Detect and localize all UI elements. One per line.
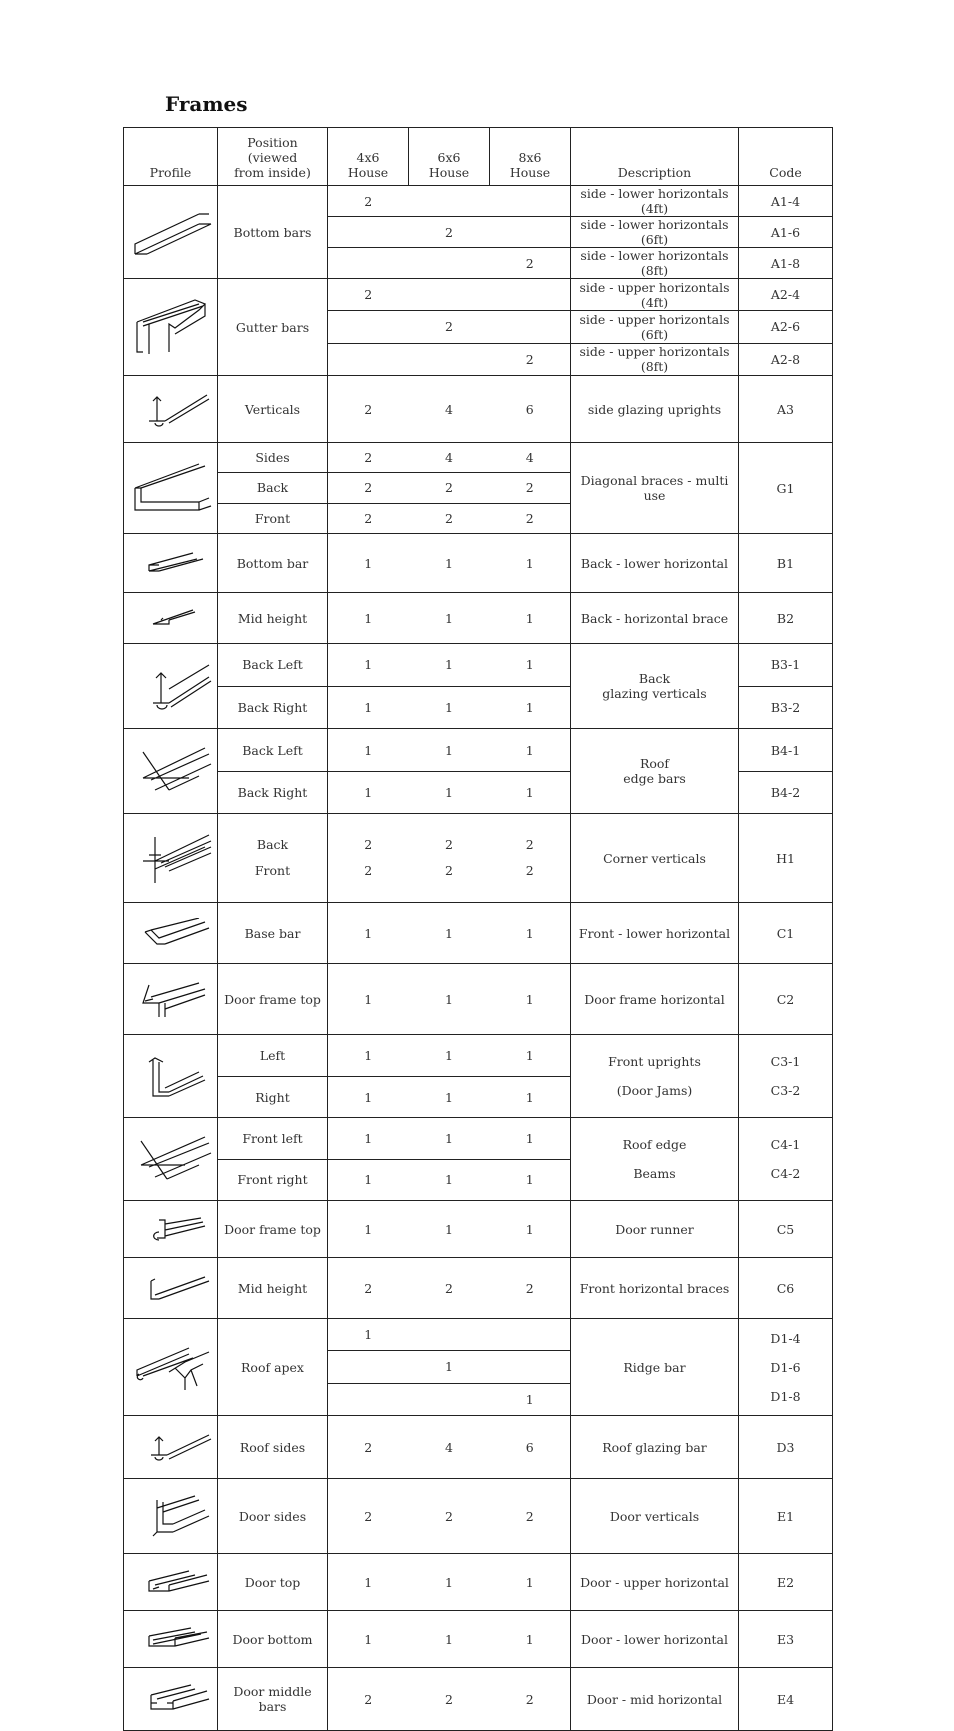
qty-4x6: 2 (328, 443, 409, 473)
qty-4x6: 1 (328, 593, 409, 644)
description-cell: Diagonal braces - multi use (571, 443, 739, 534)
code-cell: A1-6 (739, 217, 833, 248)
profile-cell (124, 1319, 218, 1416)
position-cell: Door middle bars (218, 1668, 328, 1731)
description-cell: Door - upper horizontal (571, 1554, 739, 1611)
code-cell: E2 (739, 1554, 833, 1611)
diagonal-brace-profile-icon (129, 458, 213, 518)
qty-4x6: 2 (328, 1479, 409, 1554)
qty-8x6 (490, 1350, 571, 1383)
qty-4x6: 1 (328, 1035, 409, 1077)
mid-height-profile-icon (129, 608, 213, 628)
position-cell: Door top (218, 1554, 328, 1611)
qty-6x6: 4 (409, 443, 490, 473)
front-roof-edge-profile-icon (129, 1133, 213, 1185)
code-cell: E3 (739, 1611, 833, 1668)
qty-4x6: 2 (328, 279, 409, 311)
code-cell: C5 (739, 1201, 833, 1258)
qty-8x6: 2 (490, 343, 571, 375)
qty-8x6: 1 (490, 1554, 571, 1611)
profile-cell (124, 1416, 218, 1479)
front-upright-profile-icon (129, 1050, 213, 1102)
description-cell: Door frame horizontal (571, 964, 739, 1035)
description-cell: Door runner (571, 1201, 739, 1258)
description-cell: Back - horizontal brace (571, 593, 739, 644)
qty-8x6: 1 (490, 729, 571, 772)
qty-4x6: 2 (328, 472, 409, 503)
qty-4x6: 2 (328, 376, 409, 443)
description-cell: side - lower horizontals (4ft) (571, 186, 739, 217)
profile-cell (124, 186, 218, 279)
qty-6x6: 2 (409, 1668, 490, 1731)
description-cell: Roof edge bars (571, 729, 739, 814)
qty-8x6 (490, 1319, 571, 1351)
qty-4x6: 1 (328, 964, 409, 1035)
qty-6x6: 2 (409, 504, 490, 534)
code-cell: A1-4 (739, 186, 833, 217)
code-cell: C3-1 C3-2 (739, 1035, 833, 1118)
position-cell: Back Left (218, 644, 328, 687)
position-cell: Door bottom (218, 1611, 328, 1668)
table-row (124, 443, 833, 473)
position-cell: Door sides (218, 1479, 328, 1554)
qty-8x6: 2 (490, 1479, 571, 1554)
qty-8x6: 1 (490, 1159, 571, 1201)
code-cell: B3-2 (739, 686, 833, 729)
qty-6x6: 2 (409, 217, 490, 248)
qty-8x6: 1 (490, 964, 571, 1035)
description-cell: side - upper horizontals (8ft) (571, 343, 739, 375)
qty-8x6: 1 (490, 903, 571, 964)
door-vertical-profile-icon (129, 1494, 213, 1538)
position-cell: Left (218, 1035, 328, 1077)
qty-4x6: 1 (328, 903, 409, 964)
table-row (124, 729, 833, 772)
qty-4x6: 1 (328, 1159, 409, 1201)
description-cell: Front uprights (Door Jams) (571, 1035, 739, 1118)
header-row (124, 128, 833, 186)
door-frame-top-profile-icon (129, 979, 213, 1019)
code-cell: B3-1 (739, 644, 833, 687)
profile-cell (124, 1479, 218, 1554)
qty-6x6: 1 (409, 903, 490, 964)
profile-cell (124, 1554, 218, 1611)
qty-4x6 (328, 217, 409, 248)
qty-4x6: 2 (328, 504, 409, 534)
header-position: Position (viewed from inside) (218, 128, 328, 186)
description-cell: Ridge bar (571, 1319, 739, 1416)
code-cell: C6 (739, 1258, 833, 1319)
qty-4x6: 1 (328, 534, 409, 593)
description-cell: Roof edge Beams (571, 1118, 739, 1201)
table-row (124, 814, 833, 903)
qty-8x6: 1 (490, 1035, 571, 1077)
header-profile: Profile (124, 128, 218, 186)
code-cell: E4 (739, 1668, 833, 1731)
qty-8x6: 1 (490, 644, 571, 687)
table-row (124, 903, 833, 964)
code-cell: D1-4 D1-6 D1-8 (739, 1319, 833, 1416)
qty-4x6: 2 (328, 186, 409, 217)
qty-6x6: 1 (409, 593, 490, 644)
qty-4x6: 1 (328, 1611, 409, 1668)
profile-cell (124, 1258, 218, 1319)
qty-8x6 (490, 186, 571, 217)
profile-cell (124, 1611, 218, 1668)
qty-4x6: 1 (328, 1554, 409, 1611)
corner-vertical-profile-icon (129, 829, 213, 887)
header-code: Code (739, 128, 833, 186)
header-4x6: 4x6 House (328, 128, 409, 186)
qty-6x6: 4 (409, 1416, 490, 1479)
qty-8x6 (490, 311, 571, 343)
description-cell: Front horizontal braces (571, 1258, 739, 1319)
base-bar-profile-icon (129, 918, 213, 948)
profile-cell (124, 903, 218, 964)
description-cell: side - upper horizontals (4ft) (571, 279, 739, 311)
qty-6x6: 1 (409, 644, 490, 687)
door-bottom-profile-icon (129, 1626, 213, 1652)
code-cell: E1 (739, 1479, 833, 1554)
qty-6x6: 1 (409, 964, 490, 1035)
qty-6x6: 1 (409, 1159, 490, 1201)
code-cell: B1 (739, 534, 833, 593)
qty-8x6: 1 (490, 1077, 571, 1118)
description-cell: Door - lower horizontal (571, 1611, 739, 1668)
profile-cell (124, 443, 218, 534)
position-cell: Back Right (218, 686, 328, 729)
qty-6x6: 1 (409, 1554, 490, 1611)
profile-cell (124, 814, 218, 903)
description-cell: side - lower horizontals (6ft) (571, 217, 739, 248)
header-8x6: 8x6 House (490, 128, 571, 186)
qty-8x6: 1 (490, 593, 571, 644)
qty-6x6 (409, 1319, 490, 1351)
qty-4x6: 1 (328, 1319, 409, 1351)
description-cell: Back glazing verticals (571, 644, 739, 729)
qty-6x6 (409, 186, 490, 217)
position-cell: Back Front (218, 814, 328, 903)
profile-cell (124, 729, 218, 814)
description-cell: side - lower horizontals (8ft) (571, 248, 739, 279)
qty-6x6 (409, 1384, 490, 1416)
code-cell: H1 (739, 814, 833, 903)
qty-8x6: 2 (490, 1668, 571, 1731)
description-cell: side glazing uprights (571, 376, 739, 443)
qty-8x6: 1 (490, 1201, 571, 1258)
table-row (124, 593, 833, 644)
qty-4x6: 1 (328, 729, 409, 772)
code-cell: A2-8 (739, 343, 833, 375)
description-cell: Door verticals (571, 1479, 739, 1554)
qty-4x6: 2 (328, 1416, 409, 1479)
qty-8x6 (490, 217, 571, 248)
code-cell: B2 (739, 593, 833, 644)
description-cell: side - upper horizontals (6ft) (571, 311, 739, 343)
qty-6x6: 2 (409, 472, 490, 503)
qty-6x6: 2 2 (409, 814, 490, 903)
description-cell: Front - lower horizontal (571, 903, 739, 964)
frames-table (123, 127, 833, 1731)
qty-6x6: 1 (409, 1077, 490, 1118)
qty-4x6: 1 (328, 772, 409, 814)
position-cell: Back Right (218, 772, 328, 814)
header-description: Description (571, 128, 739, 186)
table-row (124, 1201, 833, 1258)
roof-glazing-bar-profile-icon (129, 1431, 213, 1463)
position-cell: Door frame top (218, 964, 328, 1035)
table-row (124, 1035, 833, 1077)
table-row (124, 1668, 833, 1731)
qty-6x6: 2 (409, 311, 490, 343)
qty-4x6: 1 (328, 1201, 409, 1258)
qty-4x6: 1 (328, 686, 409, 729)
position-cell: Bottom bars (218, 186, 328, 279)
gutter-bar-profile-icon (129, 294, 213, 360)
profile-cell (124, 1118, 218, 1201)
profile-cell (124, 376, 218, 443)
qty-6x6: 2 (409, 1479, 490, 1554)
code-cell: A3 (739, 376, 833, 443)
table-row (124, 1118, 833, 1160)
code-cell: D3 (739, 1416, 833, 1479)
qty-8x6: 1 (490, 1118, 571, 1160)
code-cell: A2-6 (739, 311, 833, 343)
qty-8x6: 1 (490, 1384, 571, 1416)
qty-6x6: 1 (409, 1118, 490, 1160)
position-cell: Roof sides (218, 1416, 328, 1479)
qty-8x6: 2 (490, 472, 571, 503)
qty-6x6: 1 (409, 1350, 490, 1383)
back-bottom-bar-profile-icon (129, 549, 213, 577)
qty-4x6: 2 (328, 1668, 409, 1731)
description-cell: Back - lower horizontal (571, 534, 739, 593)
profile-cell (124, 1201, 218, 1258)
code-cell: A2-4 (739, 279, 833, 311)
qty-6x6: 1 (409, 534, 490, 593)
qty-6x6 (409, 248, 490, 279)
position-cell: Door frame top (218, 1201, 328, 1258)
qty-8x6: 4 (490, 443, 571, 473)
position-cell: Sides (218, 443, 328, 473)
position-cell: Back Left (218, 729, 328, 772)
code-cell: C2 (739, 964, 833, 1035)
table-row (124, 376, 833, 443)
code-cell: G1 (739, 443, 833, 534)
qty-6x6: 1 (409, 686, 490, 729)
door-middle-bar-profile-icon (129, 1683, 213, 1715)
qty-8x6 (490, 279, 571, 311)
qty-6x6: 2 (409, 1258, 490, 1319)
position-cell: Mid height (218, 593, 328, 644)
table-row (124, 1554, 833, 1611)
qty-4x6 (328, 1350, 409, 1383)
profile-cell (124, 964, 218, 1035)
profile-cell (124, 593, 218, 644)
qty-4x6: 1 (328, 644, 409, 687)
description-cell: Roof glazing bar (571, 1416, 739, 1479)
qty-6x6 (409, 343, 490, 375)
code-cell: B4-1 (739, 729, 833, 772)
table-row (124, 1416, 833, 1479)
vertical-glazing-profile-icon (129, 391, 213, 427)
table-row (124, 644, 833, 687)
code-cell: B4-2 (739, 772, 833, 814)
front-mid-height-profile-icon (129, 1273, 213, 1303)
qty-4x6: 2 2 (328, 814, 409, 903)
table-row (124, 279, 833, 311)
description-cell: Corner verticals (571, 814, 739, 903)
position-cell: Front left (218, 1118, 328, 1160)
header-6x6: 6x6 House (409, 128, 490, 186)
qty-4x6: 2 (328, 1258, 409, 1319)
qty-8x6: 2 (490, 1258, 571, 1319)
position-cell: Gutter bars (218, 279, 328, 376)
qty-6x6 (409, 279, 490, 311)
bottom-bar-profile-icon (129, 202, 213, 262)
qty-6x6: 1 (409, 772, 490, 814)
position-cell: Base bar (218, 903, 328, 964)
qty-4x6: 1 (328, 1077, 409, 1118)
qty-6x6: 1 (409, 1611, 490, 1668)
position-cell: Front (218, 504, 328, 534)
door-top-profile-icon (129, 1569, 213, 1595)
back-glazing-vertical-profile-icon (129, 659, 213, 713)
page-title: Frames (165, 92, 248, 116)
position-cell: Back (218, 472, 328, 503)
code-cell: C4-1 C4-2 (739, 1118, 833, 1201)
qty-8x6: 2 2 (490, 814, 571, 903)
roof-edge-bar-profile-icon (129, 744, 213, 798)
table-row (124, 1479, 833, 1554)
qty-4x6 (328, 311, 409, 343)
profile-cell (124, 644, 218, 729)
position-cell: Front right (218, 1159, 328, 1201)
qty-8x6: 1 (490, 686, 571, 729)
qty-8x6: 6 (490, 376, 571, 443)
code-cell: A1-8 (739, 248, 833, 279)
table-row (124, 1319, 833, 1351)
qty-6x6: 1 (409, 1035, 490, 1077)
table-row (124, 1611, 833, 1668)
position-cell: Verticals (218, 376, 328, 443)
qty-6x6: 1 (409, 1201, 490, 1258)
position-cell: Mid height (218, 1258, 328, 1319)
position-cell: Roof apex (218, 1319, 328, 1416)
qty-8x6: 6 (490, 1416, 571, 1479)
profile-cell (124, 534, 218, 593)
table-row (124, 964, 833, 1035)
position-cell: Bottom bar (218, 534, 328, 593)
qty-4x6: 1 (328, 1118, 409, 1160)
qty-8x6: 1 (490, 1611, 571, 1668)
table-row (124, 534, 833, 593)
description-cell: Door - mid horizontal (571, 1668, 739, 1731)
qty-4x6 (328, 248, 409, 279)
code-cell: C1 (739, 903, 833, 964)
qty-8x6: 1 (490, 534, 571, 593)
qty-6x6: 1 (409, 729, 490, 772)
profile-cell (124, 1668, 218, 1731)
qty-8x6: 2 (490, 248, 571, 279)
qty-8x6: 2 (490, 504, 571, 534)
table-row (124, 186, 833, 217)
table-row (124, 1258, 833, 1319)
ridge-bar-profile-icon (129, 1334, 213, 1400)
qty-6x6: 4 (409, 376, 490, 443)
qty-4x6 (328, 1384, 409, 1416)
door-runner-profile-icon (129, 1216, 213, 1242)
profile-cell (124, 279, 218, 376)
profile-cell (124, 1035, 218, 1118)
qty-4x6 (328, 343, 409, 375)
position-cell: Right (218, 1077, 328, 1118)
qty-8x6: 1 (490, 772, 571, 814)
